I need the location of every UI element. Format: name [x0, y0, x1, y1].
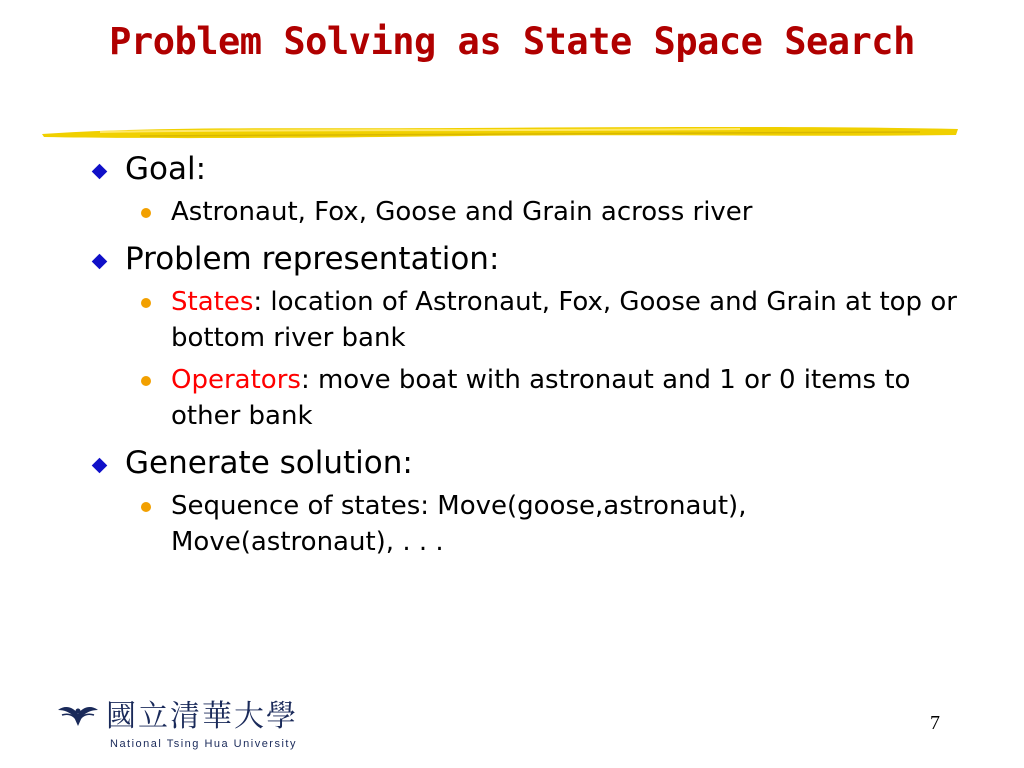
- bullet-text: Problem representation:: [125, 241, 500, 277]
- bullet-generate-solution: [90, 444, 970, 482]
- sub-bullet-text: : location of Astronaut, Fox, Goose and Grain at top or bottom river bank: [171, 287, 957, 353]
- diamond-bullet-icon: [92, 164, 108, 180]
- sub-bullet: [90, 194, 970, 230]
- bullet-list: [90, 150, 970, 560]
- dot-bullet-icon: [141, 208, 151, 218]
- nthu-emblem-icon: [56, 702, 100, 732]
- logo-chinese-text: 國立清華大學: [106, 699, 298, 734]
- dot-bullet-icon: [141, 376, 151, 386]
- page-number: 7: [930, 712, 940, 734]
- sub-bullet: [90, 284, 970, 356]
- bullet-text: Generate solution:: [125, 445, 413, 481]
- title-underline-stroke: [40, 120, 960, 144]
- diamond-bullet-icon: [92, 458, 108, 474]
- sub-bullet-text: Astronaut, Fox, Goose and Grain across river: [171, 197, 753, 227]
- sub-bullet: [90, 488, 970, 560]
- highlight-term: Operators: [171, 365, 301, 395]
- sub-bullet-text: Sequence of states: Move(goose,astronaut), Move(astronaut), . . .: [171, 491, 747, 557]
- slide-title: Problem Solving as State Space Search: [109, 20, 915, 63]
- dot-bullet-icon: [141, 298, 151, 308]
- bullet-problem-representation: [90, 240, 970, 278]
- sub-bullet: [90, 362, 970, 434]
- bullet-text: Goal:: [125, 151, 207, 187]
- highlight-term: States: [171, 287, 254, 317]
- bullet-goal: [90, 150, 970, 188]
- sub-bullet-text: : move boat with astronaut and 1 or 0 items to other bank: [171, 365, 911, 431]
- university-logo: [56, 700, 316, 756]
- logo-english-text: National Tsing Hua University: [110, 738, 297, 750]
- diamond-bullet-icon: [92, 254, 108, 270]
- dot-bullet-icon: [141, 502, 151, 512]
